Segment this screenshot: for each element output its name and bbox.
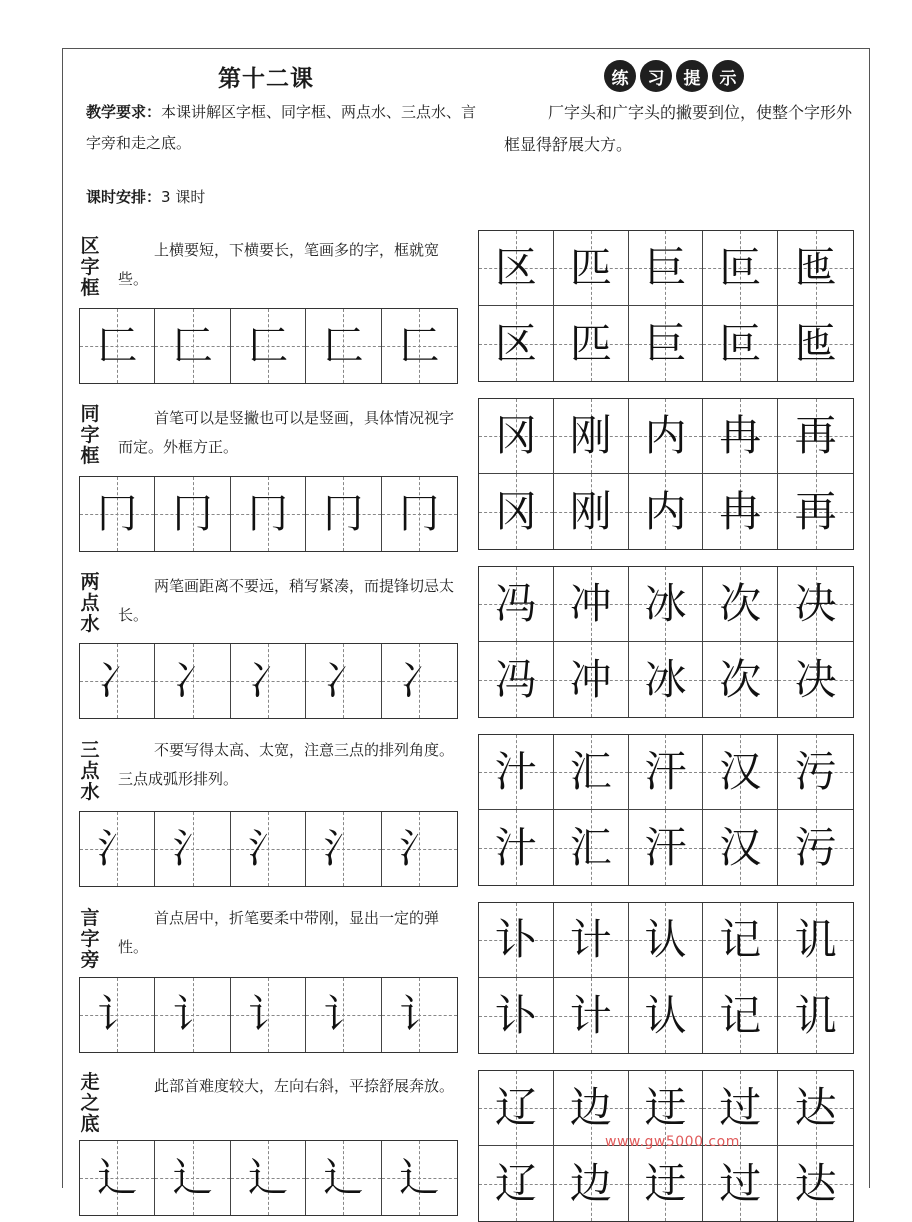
radical-glyph: 冫 — [172, 658, 213, 704]
grid-cell — [306, 978, 381, 1052]
example-character: 计 — [569, 915, 612, 964]
section-description: 不要写得太高、太宽，注意三点的排列角度。三点成弧形排列。 — [118, 741, 455, 788]
grid-cell — [554, 903, 629, 978]
example-character: 汉 — [719, 822, 762, 872]
schedule-text: 3 课时 — [161, 188, 206, 206]
example-character: 冰 — [644, 654, 687, 704]
grid-cell — [554, 978, 629, 1053]
grid-cell — [554, 735, 629, 810]
example-character: 污 — [794, 822, 837, 872]
grid-cell — [554, 399, 629, 474]
example-character: 冉 — [719, 411, 762, 460]
radical-glyph: 冫 — [97, 658, 138, 704]
grid-cell — [778, 903, 853, 978]
grid-cell — [80, 1141, 155, 1215]
section-label: 同字框 — [80, 403, 100, 467]
example-character: 匹 — [569, 243, 612, 292]
grid-cell — [554, 810, 629, 885]
radical-glyph: 讠 — [97, 992, 138, 1038]
teaching-requirements — [86, 97, 478, 159]
example-character: 汇 — [569, 822, 612, 872]
example-character: 冯 — [494, 579, 537, 628]
radical-glyph: 冂 — [399, 491, 440, 537]
schedule-label: 课时安排： — [86, 188, 162, 206]
example-character: 冈 — [494, 486, 537, 536]
grid-cell — [703, 810, 778, 885]
grid-cell — [554, 474, 629, 549]
section-description: 两笔画距离不要远，稍写紧凑，而提锋切忌太长。 — [118, 577, 455, 624]
radical-glyph: 氵 — [97, 826, 138, 872]
example-character: 记 — [719, 990, 762, 1040]
grid-cell — [703, 735, 778, 810]
grid-cell — [778, 642, 853, 717]
example-character: 达 — [794, 1158, 837, 1208]
example-character: 达 — [794, 1083, 837, 1132]
example-character: 过 — [719, 1158, 762, 1208]
grid-cell — [306, 309, 381, 383]
radical-glyph: 辶 — [247, 1155, 288, 1201]
section-description: 上横要短，下横要长，笔画多的字，框就宽些。 — [118, 241, 440, 288]
grid-cell — [554, 642, 629, 717]
example-character: 次 — [719, 654, 762, 704]
section-label: 区字框 — [80, 235, 100, 299]
example-character: 汁 — [494, 822, 537, 872]
grid-cell — [306, 1141, 381, 1215]
grid-cell — [479, 735, 554, 810]
radical-glyph: 讠 — [323, 992, 364, 1038]
grid-cell — [778, 735, 853, 810]
grid-cell — [629, 474, 704, 549]
grid-cell — [554, 567, 629, 642]
grid-cell — [479, 810, 554, 885]
grid-cell — [155, 812, 230, 886]
grid-cell — [629, 567, 704, 642]
grid-cell — [382, 644, 457, 718]
grid-cell — [778, 399, 853, 474]
example-character: 汁 — [494, 747, 537, 796]
grid-cell — [703, 1146, 778, 1221]
requirements-label: 教学要求： — [86, 103, 162, 121]
section-description: 此部首难度较大，左向右斜，平捺舒展奔放。 — [154, 1077, 455, 1095]
example-character: 内 — [644, 411, 687, 460]
example-character: 冲 — [569, 654, 612, 704]
radical-glyph: 冫 — [323, 658, 364, 704]
grid-cell — [231, 1141, 306, 1215]
grid-cell — [479, 1071, 554, 1146]
example-character: 辽 — [494, 1158, 537, 1208]
stroke-practice-grid — [79, 811, 458, 887]
tip-badge: 提 — [676, 60, 708, 92]
example-character: 再 — [794, 411, 837, 460]
grid-cell — [703, 474, 778, 549]
tip-badge: 练 — [604, 60, 636, 92]
radical-glyph: 冂 — [323, 491, 364, 537]
grid-cell — [382, 477, 457, 551]
section-label: 言字旁 — [80, 907, 100, 971]
section-label: 两点水 — [80, 571, 100, 635]
example-character: 决 — [794, 654, 837, 704]
section-label: 走之底 — [80, 1071, 100, 1135]
radical-glyph: 辶 — [399, 1155, 440, 1201]
grid-cell — [629, 978, 704, 1053]
grid-cell — [629, 735, 704, 810]
radical-glyph: 冫 — [247, 658, 288, 704]
radical-glyph: 冫 — [399, 658, 440, 704]
grid-cell — [155, 477, 230, 551]
grid-cell — [479, 1146, 554, 1221]
radical-glyph: 匚 — [172, 323, 213, 369]
character-practice-grid — [478, 734, 854, 886]
grid-cell — [306, 812, 381, 886]
grid-cell — [778, 978, 853, 1053]
example-character: 认 — [644, 915, 687, 964]
radical-glyph: 氵 — [172, 826, 213, 872]
example-character: 区 — [494, 318, 537, 368]
practice-tip-text: 厂字头和广字头的撇要到位，使整个字形外框显得舒展大方。 — [504, 103, 853, 154]
radical-glyph: 冂 — [247, 491, 288, 537]
radical-glyph: 辶 — [172, 1155, 213, 1201]
example-character: 迂 — [644, 1158, 687, 1208]
grid-cell — [479, 642, 554, 717]
example-character: 巨 — [644, 243, 687, 292]
example-character: 讥 — [794, 915, 837, 964]
example-character: 匜 — [794, 318, 837, 368]
grid-cell — [231, 644, 306, 718]
example-character: 冉 — [719, 486, 762, 536]
stroke-practice-grid — [79, 476, 458, 552]
grid-cell — [629, 1146, 704, 1221]
example-character: 刚 — [569, 411, 612, 460]
requirements-text: 本课讲解区字框、同字框、两点水、三点水、言字旁和走之底。 — [86, 103, 477, 152]
radical-glyph: 氵 — [399, 826, 440, 872]
example-character: 迂 — [644, 1083, 687, 1132]
grid-cell — [703, 306, 778, 381]
grid-cell — [778, 567, 853, 642]
grid-cell — [155, 978, 230, 1052]
radical-glyph: 讠 — [399, 992, 440, 1038]
example-character: 辽 — [494, 1083, 537, 1132]
stroke-practice-grid — [79, 977, 458, 1053]
tip-badge: 示 — [712, 60, 744, 92]
grid-cell — [703, 399, 778, 474]
class-schedule — [86, 186, 205, 207]
grid-cell — [703, 642, 778, 717]
example-character: 冈 — [494, 411, 537, 460]
radical-glyph: 氵 — [323, 826, 364, 872]
radical-glyph: 冂 — [172, 491, 213, 537]
grid-cell — [479, 231, 554, 306]
example-character: 区 — [494, 243, 537, 292]
grid-cell — [306, 644, 381, 718]
grid-cell — [778, 306, 853, 381]
grid-cell — [479, 567, 554, 642]
grid-cell — [382, 978, 457, 1052]
grid-cell — [231, 477, 306, 551]
radical-glyph: 匚 — [97, 323, 138, 369]
example-character: 汇 — [569, 747, 612, 796]
grid-cell — [778, 1146, 853, 1221]
example-character: 匹 — [569, 318, 612, 368]
radical-glyph: 匚 — [247, 323, 288, 369]
grid-cell — [479, 903, 554, 978]
grid-cell — [155, 1141, 230, 1215]
grid-cell — [80, 309, 155, 383]
grid-cell — [703, 978, 778, 1053]
radical-glyph: 氵 — [247, 826, 288, 872]
example-character: 讥 — [794, 990, 837, 1040]
example-character: 边 — [569, 1158, 612, 1208]
grid-cell — [778, 1071, 853, 1146]
grid-cell — [382, 309, 457, 383]
grid-cell — [479, 474, 554, 549]
grid-cell — [554, 1146, 629, 1221]
example-character: 汗 — [644, 747, 687, 796]
radical-glyph: 匚 — [399, 323, 440, 369]
radical-glyph: 讠 — [247, 992, 288, 1038]
example-character: 决 — [794, 579, 837, 628]
example-character: 过 — [719, 1083, 762, 1132]
grid-cell — [479, 399, 554, 474]
grid-cell — [231, 978, 306, 1052]
example-character: 讣 — [494, 915, 537, 964]
example-character: 记 — [719, 915, 762, 964]
example-character: 再 — [794, 486, 837, 536]
grid-cell — [80, 644, 155, 718]
lesson-title: 第十二课 — [218, 66, 314, 92]
example-character: 讣 — [494, 990, 537, 1040]
grid-cell — [80, 477, 155, 551]
grid-cell — [629, 399, 704, 474]
section-description: 首笔可以是竖撇也可以是竖画，具体情况视字而定。外框方正。 — [118, 409, 455, 456]
radical-glyph: 辶 — [97, 1155, 138, 1201]
example-character: 认 — [644, 990, 687, 1040]
radical-glyph: 冂 — [97, 491, 138, 537]
practice-tips-badges — [604, 60, 744, 92]
example-character: 次 — [719, 579, 762, 628]
grid-cell — [629, 231, 704, 306]
character-practice-grid — [478, 398, 854, 550]
grid-cell — [382, 1141, 457, 1215]
example-character: 冲 — [569, 579, 612, 628]
example-character: 巨 — [644, 318, 687, 368]
example-character: 冯 — [494, 654, 537, 704]
grid-cell — [703, 231, 778, 306]
example-character: 叵 — [719, 243, 762, 292]
grid-cell — [155, 309, 230, 383]
grid-cell — [778, 474, 853, 549]
grid-cell — [554, 306, 629, 381]
grid-cell — [629, 903, 704, 978]
grid-cell — [231, 812, 306, 886]
watermark-url: www.gw5000.com — [605, 1134, 740, 1150]
example-character: 冰 — [644, 579, 687, 628]
grid-cell — [629, 642, 704, 717]
radical-glyph: 讠 — [172, 992, 213, 1038]
example-character: 刚 — [569, 486, 612, 536]
character-practice-grid — [478, 230, 854, 382]
stroke-practice-grid — [79, 308, 458, 384]
example-character: 污 — [794, 747, 837, 796]
grid-cell — [778, 231, 853, 306]
section-label: 三点水 — [80, 739, 100, 803]
character-practice-grid — [478, 902, 854, 1054]
grid-cell — [155, 644, 230, 718]
example-character: 边 — [569, 1083, 612, 1132]
grid-cell — [554, 231, 629, 306]
grid-cell — [629, 810, 704, 885]
stroke-practice-grid — [79, 643, 458, 719]
grid-cell — [629, 306, 704, 381]
example-character: 内 — [644, 486, 687, 536]
grid-cell — [231, 309, 306, 383]
grid-cell — [479, 978, 554, 1053]
grid-cell — [80, 978, 155, 1052]
grid-cell — [778, 810, 853, 885]
grid-cell — [382, 812, 457, 886]
example-character: 叵 — [719, 318, 762, 368]
example-character: 汗 — [644, 822, 687, 872]
grid-cell — [306, 477, 381, 551]
example-character: 计 — [569, 990, 612, 1040]
grid-cell — [479, 306, 554, 381]
stroke-practice-grid — [79, 1140, 458, 1216]
tip-badge: 习 — [640, 60, 672, 92]
section-description: 首点居中，折笔要柔中带刚，显出一定的弹性。 — [118, 909, 440, 956]
radical-glyph: 匚 — [323, 323, 364, 369]
radical-glyph: 辶 — [323, 1155, 364, 1201]
character-practice-grid — [478, 566, 854, 718]
grid-cell — [80, 812, 155, 886]
grid-cell — [703, 567, 778, 642]
grid-cell — [703, 903, 778, 978]
example-character: 匜 — [794, 243, 837, 292]
example-character: 汉 — [719, 747, 762, 796]
